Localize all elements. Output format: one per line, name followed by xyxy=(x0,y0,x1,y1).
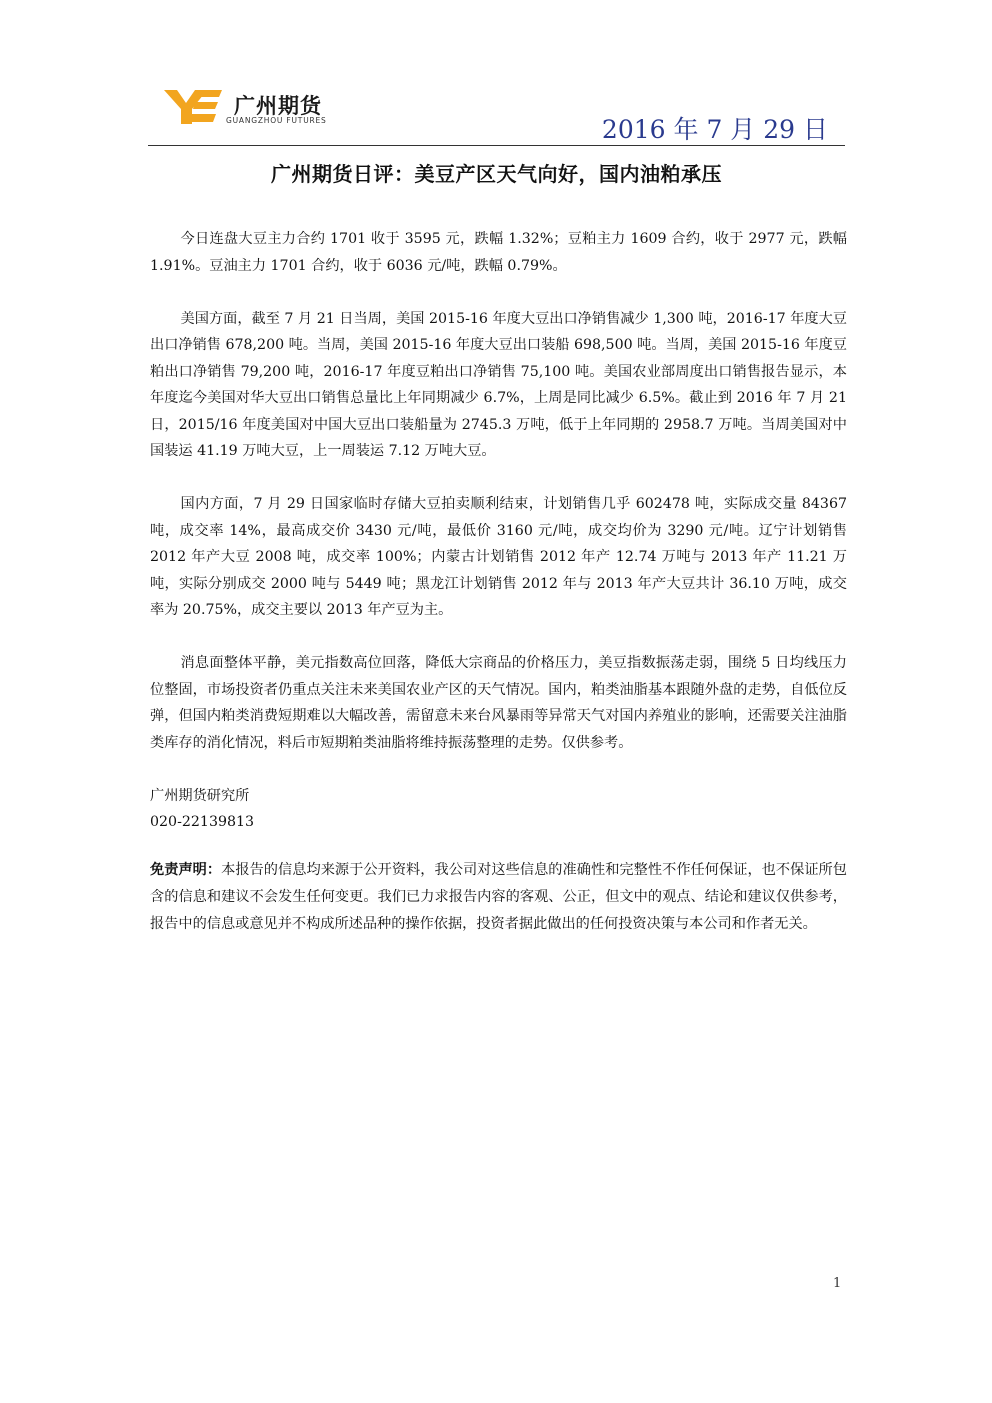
paragraph-us-market: 美国方面，截至 7 月 21 日当周，美国 2015-16 年度大豆出口净销售减少 1,300 吨，2016-17 年度大豆出口净销售 678,200 吨。当周，美国 2015-16 年度大豆出口装船 698,500 吨。当周，美国 2015-16 年度豆粕出口净销售 79,200 吨，2016-17 年度豆粕出口净销售 75,100 吨。美国农业部周度出口销售报告显示，本年度迄今美国对华大豆出口销售总量比上年同期减少 6.7%，上周是同比减少 6.5%。截止到 2016 年 7 月 21 日，2015/16 年度美国对中国大豆出口装船量为 2745.3 万吨，低于上年同期的 2958.7 万吨。当周美国对中国装运 41.19 万吨大豆，上一周装运 7.12 万吨大豆。 xyxy=(150,310,847,459)
logo-english-name: GUANGZHOU FUTURES xyxy=(226,116,327,125)
disclaimer-block xyxy=(150,857,847,938)
contact-phone: 020-22139813 xyxy=(150,813,255,830)
disclaimer-label: 免责声明： xyxy=(150,861,222,878)
report-title: 广州期货日评：美豆产区天气向好，国内油粕承压 xyxy=(271,162,722,186)
logo-chinese-name: 广州期货 xyxy=(234,94,322,118)
paragraph-domestic-market: 国内方面，7 月 29 日国家临时存储大豆拍卖顺利结束，计划销售几乎 602478 吨，实际成交量 84367 吨，成交率 14%，最高成交价 3430 元/吨，最低价 3160 元/吨，成交均价为 3290 元/吨。辽宁计划销售 2012 年产大豆 2008 吨，成交率 100%；内蒙古计划销售 2012 年产 12.74 万吨与 2013 年产 11.21 万吨，实际分别成交 2000 吨与 5449 吨；黑龙江计划销售 2012 年与 2013 年产大豆共计 36.10 万吨，成交率为 20.75%，成交主要以 2013 年产豆为主。 xyxy=(150,496,847,618)
contact-block xyxy=(150,783,847,835)
report-date: 2016 年 7 月 29 日 xyxy=(601,115,828,144)
guangzhou-futures-logo-icon xyxy=(164,86,224,128)
paragraph-market-close: 今日连盘大豆主力合约 1701 收于 3595 元，跌幅 1.32%；豆粕主力 1609 合约，收于 2977 元，跌幅 1.91%。豆油主力 1701 合约，收于 6036 元/吨，跌幅 0.79%。 xyxy=(150,231,847,274)
disclaimer-text: 本报告的信息均来源于公开资料，我公司对这些信息的准确性和完整性不作任何保证，也不保证所包含的信息和建议不会发生任何变更。我们已力求报告内容的客观、公正，但文中的观点、结论和建议仅供参考，报告中的信息或意见并不构成所述品种的操作依据，投资者据此做出的任何投资决策与本公司和作者无关。 xyxy=(150,861,847,932)
research-institute-name: 广州期货研究所 xyxy=(150,787,250,804)
report-body xyxy=(150,226,847,938)
paragraph-outlook: 消息面整体平静，美元指数高位回落，降低大宗商品的价格压力，美豆指数振荡走弱，围绕 5 日均线压力位整固，市场投资者仍重点关注未来美国农业产区的天气情况。国内，粕类油脂基本跟随外盘的走势，自低位反弹，但国内粕类消费短期难以大幅改善，需留意未来台风暴雨等异常天气对国内养殖业的影响，还需要关注油脂类库存的消化情况，料后市短期粕类油脂将维持振荡整理的走势。仅供参考。 xyxy=(150,655,847,751)
page-number: 1 xyxy=(833,1276,842,1291)
header-divider xyxy=(148,145,845,146)
company-logo xyxy=(164,86,364,128)
